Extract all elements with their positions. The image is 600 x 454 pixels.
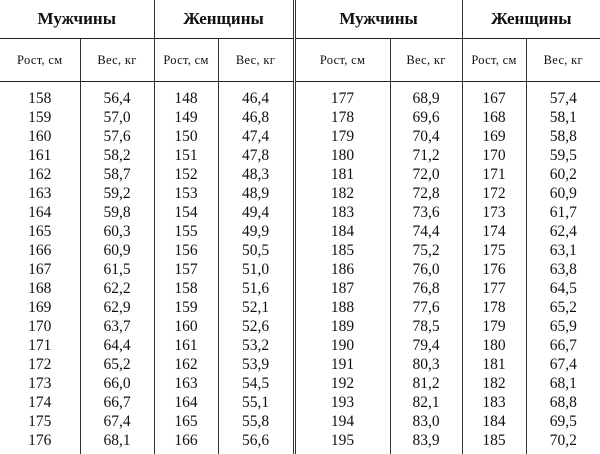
men-weight-header-right: Вес, кг — [390, 39, 462, 82]
column-header-row — [0, 39, 600, 82]
women-height-cell: 171 — [462, 165, 526, 184]
men-weight-cell: 67,4 — [80, 412, 154, 431]
men-weight-cell: 59,8 — [80, 203, 154, 222]
men-weight-header-left: Вес, кг — [80, 39, 154, 82]
table-row — [0, 374, 600, 393]
women-weight-cell: 47,4 — [218, 127, 294, 146]
women-weight-cell: 51,6 — [218, 279, 294, 298]
men-height-cell: 175 — [0, 412, 80, 431]
men-weight-cell: 74,4 — [390, 222, 462, 241]
men-height-cell: 160 — [0, 127, 80, 146]
women-weight-cell: 53,2 — [218, 336, 294, 355]
women-height-cell: 158 — [154, 279, 218, 298]
women-weight-cell: 66,7 — [526, 336, 600, 355]
men-height-cell: 164 — [0, 203, 80, 222]
table-row — [0, 260, 600, 279]
men-height-cell: 186 — [294, 260, 390, 279]
men-weight-cell: 69,6 — [390, 108, 462, 127]
men-height-cell: 168 — [0, 279, 80, 298]
table-row — [0, 412, 600, 431]
women-height-cell: 149 — [154, 108, 218, 127]
men-height-header-left: Рост, см — [0, 39, 80, 82]
men-weight-cell: 63,7 — [80, 317, 154, 336]
men-height-cell: 163 — [0, 184, 80, 203]
women-height-cell: 179 — [462, 317, 526, 336]
men-weight-cell: 58,2 — [80, 146, 154, 165]
men-weight-cell: 61,5 — [80, 260, 154, 279]
men-weight-cell: 80,3 — [390, 355, 462, 374]
men-weight-cell: 72,8 — [390, 184, 462, 203]
women-height-cell: 156 — [154, 241, 218, 260]
women-weight-cell: 46,4 — [218, 89, 294, 108]
men-weight-cell: 78,5 — [390, 317, 462, 336]
table-row — [0, 203, 600, 222]
women-weight-cell: 61,7 — [526, 203, 600, 222]
women-height-cell: 164 — [154, 393, 218, 412]
men-group-header-left: Мужчины — [0, 0, 154, 39]
women-height-cell: 165 — [154, 412, 218, 431]
men-height-header-right: Рост, см — [294, 39, 390, 82]
table-row — [0, 298, 600, 317]
men-weight-cell: 62,9 — [80, 298, 154, 317]
table-row — [0, 279, 600, 298]
women-height-cell: 160 — [154, 317, 218, 336]
women-height-cell: 168 — [462, 108, 526, 127]
tail-row — [0, 450, 600, 454]
men-weight-cell: 82,1 — [390, 393, 462, 412]
men-height-cell: 165 — [0, 222, 80, 241]
women-height-cell: 150 — [154, 127, 218, 146]
women-group-header-left: Женщины — [154, 0, 294, 39]
women-weight-cell: 47,8 — [218, 146, 294, 165]
women-weight-cell: 65,2 — [526, 298, 600, 317]
table-row — [0, 317, 600, 336]
women-height-header-left: Рост, см — [154, 39, 218, 82]
men-height-cell: 193 — [294, 393, 390, 412]
men-weight-cell: 62,2 — [80, 279, 154, 298]
women-height-cell: 162 — [154, 355, 218, 374]
women-weight-cell: 48,9 — [218, 184, 294, 203]
men-height-cell: 177 — [294, 89, 390, 108]
men-weight-cell: 76,8 — [390, 279, 462, 298]
men-height-cell: 184 — [294, 222, 390, 241]
men-weight-cell: 56,4 — [80, 89, 154, 108]
men-weight-cell: 58,7 — [80, 165, 154, 184]
men-weight-cell: 76,0 — [390, 260, 462, 279]
men-weight-cell: 59,2 — [80, 184, 154, 203]
men-height-cell: 185 — [294, 241, 390, 260]
men-height-cell: 190 — [294, 336, 390, 355]
men-height-cell: 195 — [294, 431, 390, 450]
women-height-header-right: Рост, см — [462, 39, 526, 82]
women-weight-cell: 60,2 — [526, 165, 600, 184]
group-header-row — [0, 0, 600, 39]
men-weight-cell: 66,7 — [80, 393, 154, 412]
women-height-cell: 154 — [154, 203, 218, 222]
men-height-cell: 167 — [0, 260, 80, 279]
men-height-cell: 171 — [0, 336, 80, 355]
women-weight-cell: 58,8 — [526, 127, 600, 146]
women-weight-cell: 53,9 — [218, 355, 294, 374]
women-weight-cell: 55,8 — [218, 412, 294, 431]
women-weight-cell: 63,1 — [526, 241, 600, 260]
men-height-cell: 158 — [0, 89, 80, 108]
women-weight-cell: 57,4 — [526, 89, 600, 108]
men-height-cell: 173 — [0, 374, 80, 393]
women-height-cell: 184 — [462, 412, 526, 431]
men-weight-cell: 65,2 — [80, 355, 154, 374]
men-height-cell: 181 — [294, 165, 390, 184]
men-weight-cell: 57,6 — [80, 127, 154, 146]
women-height-cell: 151 — [154, 146, 218, 165]
women-height-cell: 153 — [154, 184, 218, 203]
men-height-cell: 161 — [0, 146, 80, 165]
men-height-cell: 162 — [0, 165, 80, 184]
men-height-cell: 178 — [294, 108, 390, 127]
women-height-cell: 172 — [462, 184, 526, 203]
women-weight-cell: 52,6 — [218, 317, 294, 336]
women-weight-cell: 64,5 — [526, 279, 600, 298]
women-height-cell: 166 — [154, 431, 218, 450]
women-weight-cell: 49,9 — [218, 222, 294, 241]
women-height-cell: 159 — [154, 298, 218, 317]
table-body — [0, 82, 600, 454]
men-height-cell: 172 — [0, 355, 80, 374]
table-row — [0, 431, 600, 450]
table-row — [0, 222, 600, 241]
women-height-cell: 169 — [462, 127, 526, 146]
men-weight-cell: 83,9 — [390, 431, 462, 450]
women-weight-cell: 60,9 — [526, 184, 600, 203]
men-height-cell: 183 — [294, 203, 390, 222]
women-weight-cell: 54,5 — [218, 374, 294, 393]
men-height-cell: 169 — [0, 298, 80, 317]
men-weight-cell: 75,2 — [390, 241, 462, 260]
men-weight-cell: 68,1 — [80, 431, 154, 450]
men-height-cell: 188 — [294, 298, 390, 317]
women-height-cell: 148 — [154, 89, 218, 108]
women-weight-cell: 68,8 — [526, 393, 600, 412]
men-group-header-right: Мужчины — [294, 0, 462, 39]
women-height-cell: 157 — [154, 260, 218, 279]
men-weight-cell: 57,0 — [80, 108, 154, 127]
women-weight-cell: 62,4 — [526, 222, 600, 241]
women-weight-cell: 59,5 — [526, 146, 600, 165]
men-height-cell: 179 — [294, 127, 390, 146]
men-height-cell: 192 — [294, 374, 390, 393]
women-weight-cell: 67,4 — [526, 355, 600, 374]
men-weight-cell: 81,2 — [390, 374, 462, 393]
men-weight-cell: 68,9 — [390, 89, 462, 108]
men-weight-cell: 64,4 — [80, 336, 154, 355]
men-height-cell: 189 — [294, 317, 390, 336]
women-weight-cell: 69,5 — [526, 412, 600, 431]
women-weight-cell: 48,3 — [218, 165, 294, 184]
women-weight-cell: 50,5 — [218, 241, 294, 260]
men-height-cell: 159 — [0, 108, 80, 127]
men-weight-cell: 66,0 — [80, 374, 154, 393]
men-height-cell: 182 — [294, 184, 390, 203]
women-weight-cell: 46,8 — [218, 108, 294, 127]
table-row — [0, 184, 600, 203]
table-row — [0, 241, 600, 260]
men-height-cell: 174 — [0, 393, 80, 412]
women-weight-cell: 63,8 — [526, 260, 600, 279]
women-height-cell: 175 — [462, 241, 526, 260]
women-weight-header-left: Вес, кг — [218, 39, 294, 82]
men-height-cell: 194 — [294, 412, 390, 431]
spacer-row — [0, 82, 600, 90]
women-height-cell: 173 — [462, 203, 526, 222]
men-weight-cell: 71,2 — [390, 146, 462, 165]
women-weight-cell: 51,0 — [218, 260, 294, 279]
women-weight-cell: 49,4 — [218, 203, 294, 222]
women-height-cell: 181 — [462, 355, 526, 374]
women-weight-header-right: Вес, кг — [526, 39, 600, 82]
women-height-cell: 178 — [462, 298, 526, 317]
men-height-cell: 166 — [0, 241, 80, 260]
women-weight-cell: 56,6 — [218, 431, 294, 450]
table-row — [0, 146, 600, 165]
men-weight-cell: 60,3 — [80, 222, 154, 241]
women-height-cell: 161 — [154, 336, 218, 355]
women-height-cell: 177 — [462, 279, 526, 298]
table-row — [0, 393, 600, 412]
men-weight-cell: 70,4 — [390, 127, 462, 146]
men-height-cell: 170 — [0, 317, 80, 336]
men-weight-cell: 72,0 — [390, 165, 462, 184]
women-height-cell: 174 — [462, 222, 526, 241]
men-weight-cell: 77,6 — [390, 298, 462, 317]
women-height-cell: 182 — [462, 374, 526, 393]
table-row — [0, 108, 600, 127]
women-weight-cell: 52,1 — [218, 298, 294, 317]
table-row — [0, 355, 600, 374]
women-weight-cell: 68,1 — [526, 374, 600, 393]
table-row — [0, 165, 600, 184]
women-height-cell: 180 — [462, 336, 526, 355]
women-weight-cell: 65,9 — [526, 317, 600, 336]
women-group-header-right: Женщины — [462, 0, 600, 39]
men-weight-cell: 60,9 — [80, 241, 154, 260]
men-height-cell: 180 — [294, 146, 390, 165]
women-weight-cell: 58,1 — [526, 108, 600, 127]
women-height-cell: 167 — [462, 89, 526, 108]
women-weight-cell: 70,2 — [526, 431, 600, 450]
men-weight-cell: 79,4 — [390, 336, 462, 355]
men-height-cell: 191 — [294, 355, 390, 374]
women-height-cell: 152 — [154, 165, 218, 184]
women-weight-cell: 55,1 — [218, 393, 294, 412]
women-height-cell: 183 — [462, 393, 526, 412]
table-row — [0, 127, 600, 146]
table-row — [0, 89, 600, 108]
women-height-cell: 176 — [462, 260, 526, 279]
men-weight-cell: 73,6 — [390, 203, 462, 222]
women-height-cell: 155 — [154, 222, 218, 241]
men-weight-cell: 83,0 — [390, 412, 462, 431]
women-height-cell: 170 — [462, 146, 526, 165]
men-height-cell: 176 — [0, 431, 80, 450]
men-height-cell: 187 — [294, 279, 390, 298]
women-height-cell: 163 — [154, 374, 218, 393]
women-height-cell: 185 — [462, 431, 526, 450]
table-row — [0, 336, 600, 355]
